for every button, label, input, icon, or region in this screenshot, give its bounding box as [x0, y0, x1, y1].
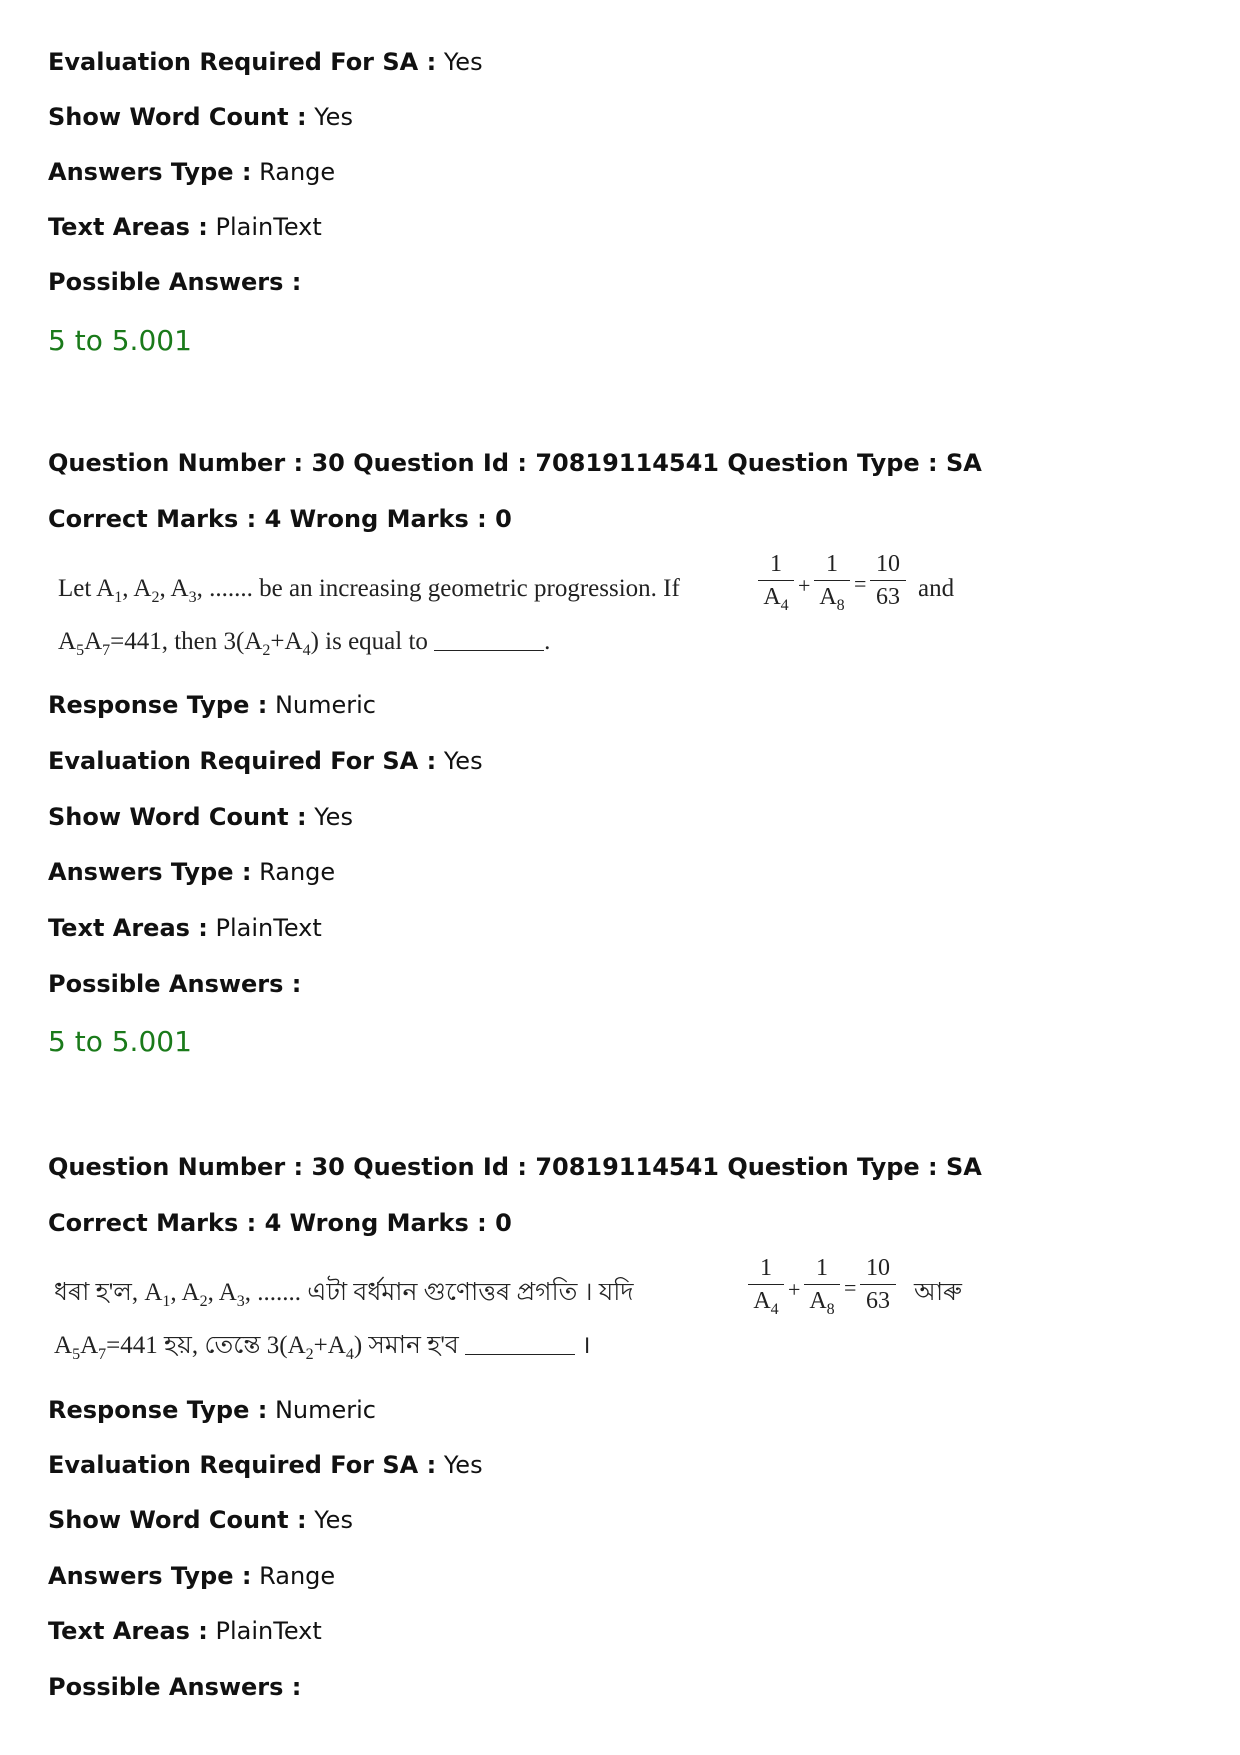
answer-blank [465, 1336, 575, 1355]
field-value: Yes [314, 1506, 353, 1534]
question-marks: Correct Marks : 4 Wrong Marks : 0 [48, 505, 512, 533]
question-line-2: $A_5A_7=441$ হয়, তেন্তে $3(A_2+A_4)$ সমান হ'ব । [54, 1332, 591, 1363]
field-label: Answers Type : [48, 158, 252, 186]
fraction-10-over-63: 10 63 [860, 1255, 896, 1314]
field-value: Range [259, 158, 336, 186]
field-value: Yes [314, 803, 353, 831]
equals-sign: = [854, 571, 867, 596]
field-label: Show Word Count : [48, 1506, 307, 1534]
field-value: Yes [443, 1451, 483, 1479]
eval-required-row [48, 746, 483, 776]
possible-answers-label: Possible Answers : [48, 1673, 302, 1701]
answers-type-row [48, 1561, 335, 1591]
fraction-1-over-a4: 1 $A_4$ [748, 1255, 784, 1323]
field-label: Show Word Count : [48, 103, 307, 131]
answers-type-row [48, 857, 335, 887]
possible-answer: 5 to 5.001 [48, 324, 192, 357]
field-label: Show Word Count : [48, 803, 307, 831]
text-areas-row [48, 212, 322, 242]
field-label: Response Type : [48, 691, 268, 719]
fraction-1-over-a4: 1 $A_4$ [758, 551, 794, 619]
field-value: Yes [443, 48, 483, 76]
field-label: Response Type : [48, 1396, 268, 1424]
and-word: আৰু [914, 1279, 962, 1306]
eval-required-row [48, 1450, 483, 1480]
fraction-10-over-63: 10 63 [870, 551, 906, 610]
field-label: Text Areas : [48, 213, 208, 241]
question-line-2: $A_5A_7=441$, then $3(A_2+A_4)$ is equal to . [58, 628, 551, 659]
field-value: PlainText [215, 914, 322, 942]
question-header: Question Number : 30 Question Id : 70819114541 Question Type : SA [48, 1153, 982, 1181]
field-label: Text Areas : [48, 914, 208, 942]
text-areas-row [48, 913, 322, 943]
field-value: Range [259, 1562, 336, 1590]
field-label: Text Areas : [48, 1617, 208, 1645]
show-word-count-row [48, 1505, 353, 1535]
field-label: Evaluation Required For SA : [48, 1451, 437, 1479]
possible-answers-label: Possible Answers : [48, 970, 302, 998]
question-marks: Correct Marks : 4 Wrong Marks : 0 [48, 1209, 512, 1237]
question-header: Question Number : 30 Question Id : 70819114541 Question Type : SA [48, 449, 982, 477]
plus-sign: + [788, 1277, 801, 1302]
field-value: Numeric [274, 691, 376, 719]
field-value: Yes [314, 103, 353, 131]
field-value: Numeric [274, 1396, 376, 1424]
plus-sign: + [798, 573, 811, 598]
fraction-1-over-a8: 1 $A_8$ [804, 1255, 840, 1323]
field-value: PlainText [215, 213, 322, 241]
question-line-1: Let $A_1$, $A_2$, $A_3$, ....... be an increasing geometric progression. If [58, 575, 680, 606]
question-text-image [48, 1247, 962, 1365]
field-label: Evaluation Required For SA : [48, 747, 437, 775]
equals-sign: = [844, 1275, 857, 1300]
text-areas-row [48, 1616, 322, 1646]
eval-required-row [48, 47, 483, 77]
question-text-image [48, 543, 955, 661]
field-label: Answers Type : [48, 858, 252, 886]
field-value: Range [259, 858, 336, 886]
field-label: Answers Type : [48, 1562, 252, 1590]
and-word: and [918, 575, 955, 602]
show-word-count-row [48, 102, 353, 132]
response-type-row [48, 1395, 376, 1425]
field-value: Yes [443, 747, 483, 775]
possible-answer: 5 to 5.001 [48, 1025, 192, 1058]
response-type-row [48, 690, 376, 720]
answer-blank [434, 632, 544, 651]
show-word-count-row [48, 802, 353, 832]
fraction-1-over-a8: 1 $A_8$ [814, 551, 850, 619]
field-value: PlainText [215, 1617, 322, 1645]
answers-type-row [48, 157, 335, 187]
question-line-1: ধৰা হ'ল, $A_1$, $A_2$, $A_3$, ....... এটা বৰ্ধমান গুণোত্তৰ প্ৰগতি । যদি [54, 1279, 634, 1310]
field-label: Evaluation Required For SA : [48, 48, 437, 76]
possible-answers-label: Possible Answers : [48, 268, 302, 296]
